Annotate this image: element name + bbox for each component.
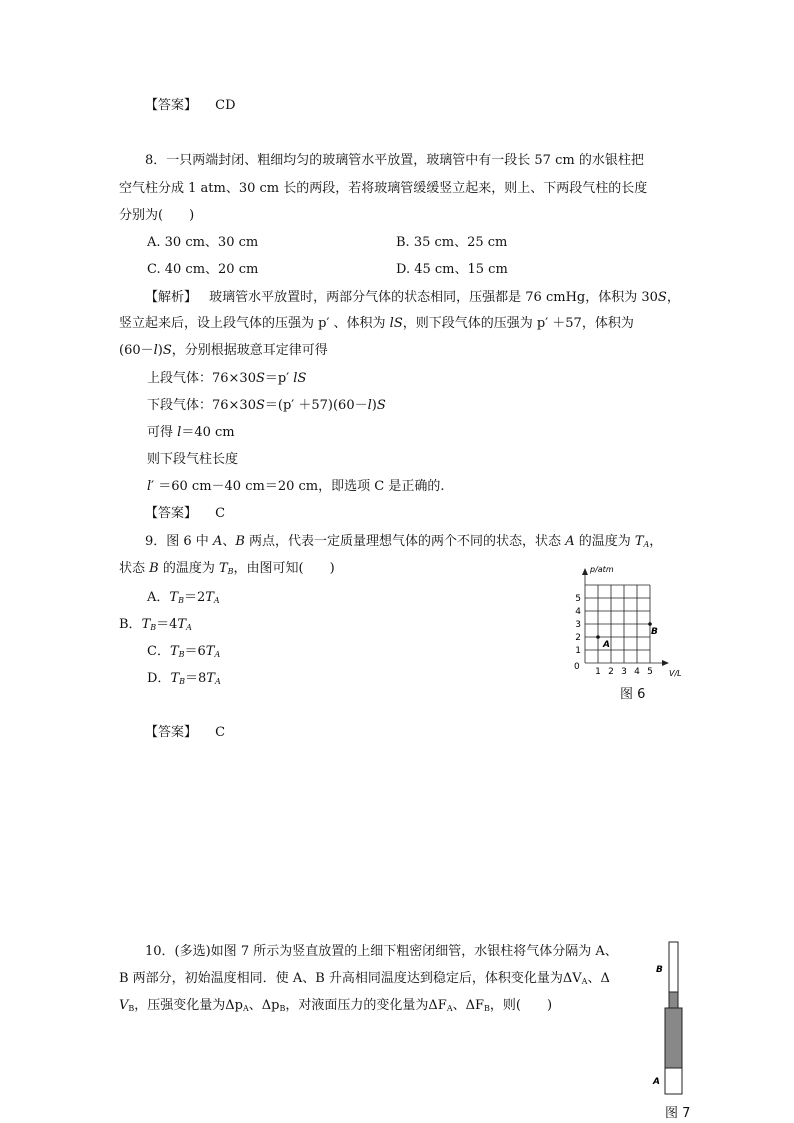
mercury-column-wide: [665, 1008, 682, 1068]
figure-7-tube: [652, 938, 692, 1098]
q8-analysis-line1: 【解析】 玻璃管水平放置时，两部分气体的状态相同，压强都是 76 cmHg，体积为 30S，: [145, 290, 680, 305]
svg-text:4: 4: [634, 667, 640, 677]
answer-label: 【答案】: [145, 506, 198, 521]
q8-option-a: A. 30 cm、30 cm: [147, 235, 259, 250]
answer-label: 【答案】: [145, 725, 198, 740]
svg-text:3: 3: [575, 620, 581, 630]
svg-text:1: 1: [575, 646, 581, 656]
y-tick-labels: [575, 594, 581, 656]
tube-lower-gas: [665, 1068, 682, 1094]
q8-option-c: C. 40 cm、20 cm: [147, 262, 259, 277]
q8-then: 则下段气柱长度: [147, 452, 239, 467]
tube-upper-gas: [669, 942, 678, 992]
mercury-column-narrow: [669, 992, 678, 1008]
q10-stem-line1: 10．(多选)如图 7 所示为竖直放置的上细下粗密闭细管，水银柱将气体分隔为 A、: [145, 944, 618, 959]
x-tick-labels: [595, 667, 653, 677]
svg-text:1: 1: [595, 667, 601, 677]
q9-stem-line1: 9．图 6 中 A、B 两点，代表一定质量理想气体的两个不同的状态，状态 A 的温度为 $T_A$，: [145, 534, 663, 549]
q8-analysis-line2: 竖立起来后，设上段气体的压强为 p′ 、体积为 lS，则下段气体的压强为 p′ ＋57，体积为: [119, 316, 634, 331]
q8-result: 可得 l＝40 cm: [147, 425, 235, 440]
answer-label: 【答案】: [145, 98, 198, 113]
q8-stem-line2: 空气柱分成 1 atm、30 cm 长的两段，若将玻璃管缓缓竖立起来，则上、下两段气柱的长度: [119, 181, 648, 196]
svg-text:5: 5: [575, 594, 581, 604]
y-axis-arrow-icon: [582, 568, 588, 575]
origin-label: 0: [574, 662, 580, 672]
point-a-label: A: [603, 640, 610, 650]
q8-stem-line1: 8．一只两端封闭、粗细均匀的玻璃管水平放置，玻璃管中有一段长 57 cm 的水银柱把: [145, 153, 644, 168]
point-a: [596, 635, 600, 639]
q9-option-a: A．$T_B=2T_A$: [147, 590, 220, 605]
q9-option-c: C．$T_B=6T_A$: [147, 644, 221, 659]
point-b: [648, 622, 652, 626]
tube-label-a: A: [653, 1077, 660, 1087]
tube-label-b: B: [656, 965, 663, 975]
q9-stem-line2: 状态 B 的温度为 $T_B$，由图可知( ): [119, 561, 335, 576]
q8-equation-upper: 上段气体：76×30S＝p′ lS: [147, 371, 307, 386]
svg-text:2: 2: [608, 667, 614, 677]
answer-line: [145, 97, 236, 115]
svg-text:4: 4: [575, 607, 581, 617]
svg-text:3: 3: [621, 667, 627, 677]
q9-option-d: D．$T_B=8T_A$: [147, 671, 221, 686]
y-axis-label: p/atm: [590, 565, 614, 574]
q8-option-b: B. 35 cm、25 cm: [396, 235, 508, 250]
analysis-label: 【解析】: [145, 290, 198, 305]
answer-value: C: [215, 506, 226, 521]
q8-analysis-line3: (60－l)S，分别根据玻意耳定律可得: [119, 343, 328, 358]
svg-text:5: 5: [647, 667, 653, 677]
q10-stem-line2: B 两部分，初始温度相同．使 A、B 升高相同温度达到稳定后，体积变化量为$\Delta V_A$、Δ: [119, 971, 610, 986]
q8-equation-lower: 下段气体：76×30S＝(p′ ＋57)(60－l)S: [147, 398, 386, 413]
q8-option-d: D. 45 cm、15 cm: [396, 262, 508, 277]
svg-text:2: 2: [575, 633, 581, 643]
x-axis-label: V/L: [669, 669, 682, 678]
grid-lines: [585, 575, 663, 663]
figure-6-pv-graph: [565, 560, 690, 680]
q10-stem-line3: $V_B$，压强变化量为$\Delta p_A$、$\Delta p_B$，对液面压力的变化量为$\Delta F_A$、$\Delta F_B$，则( ): [119, 998, 553, 1013]
answer-value: C: [215, 725, 226, 740]
q8-stem-line3: 分别为( ): [119, 208, 195, 223]
figure-6-caption: 图 6: [620, 687, 646, 702]
q8-final: l′ ＝60 cm－40 cm＝20 cm，即选项 C 是正确的.: [147, 479, 445, 494]
figure-7-caption: 图 7: [665, 1106, 691, 1121]
q9-answer: [145, 724, 225, 742]
answer-value: CD: [215, 98, 236, 113]
q8-answer: [145, 505, 225, 523]
point-b-label: B: [651, 627, 658, 637]
q9-option-b: B．$T_B=4T_A$: [119, 617, 192, 632]
x-axis-arrow-icon: [662, 660, 669, 666]
